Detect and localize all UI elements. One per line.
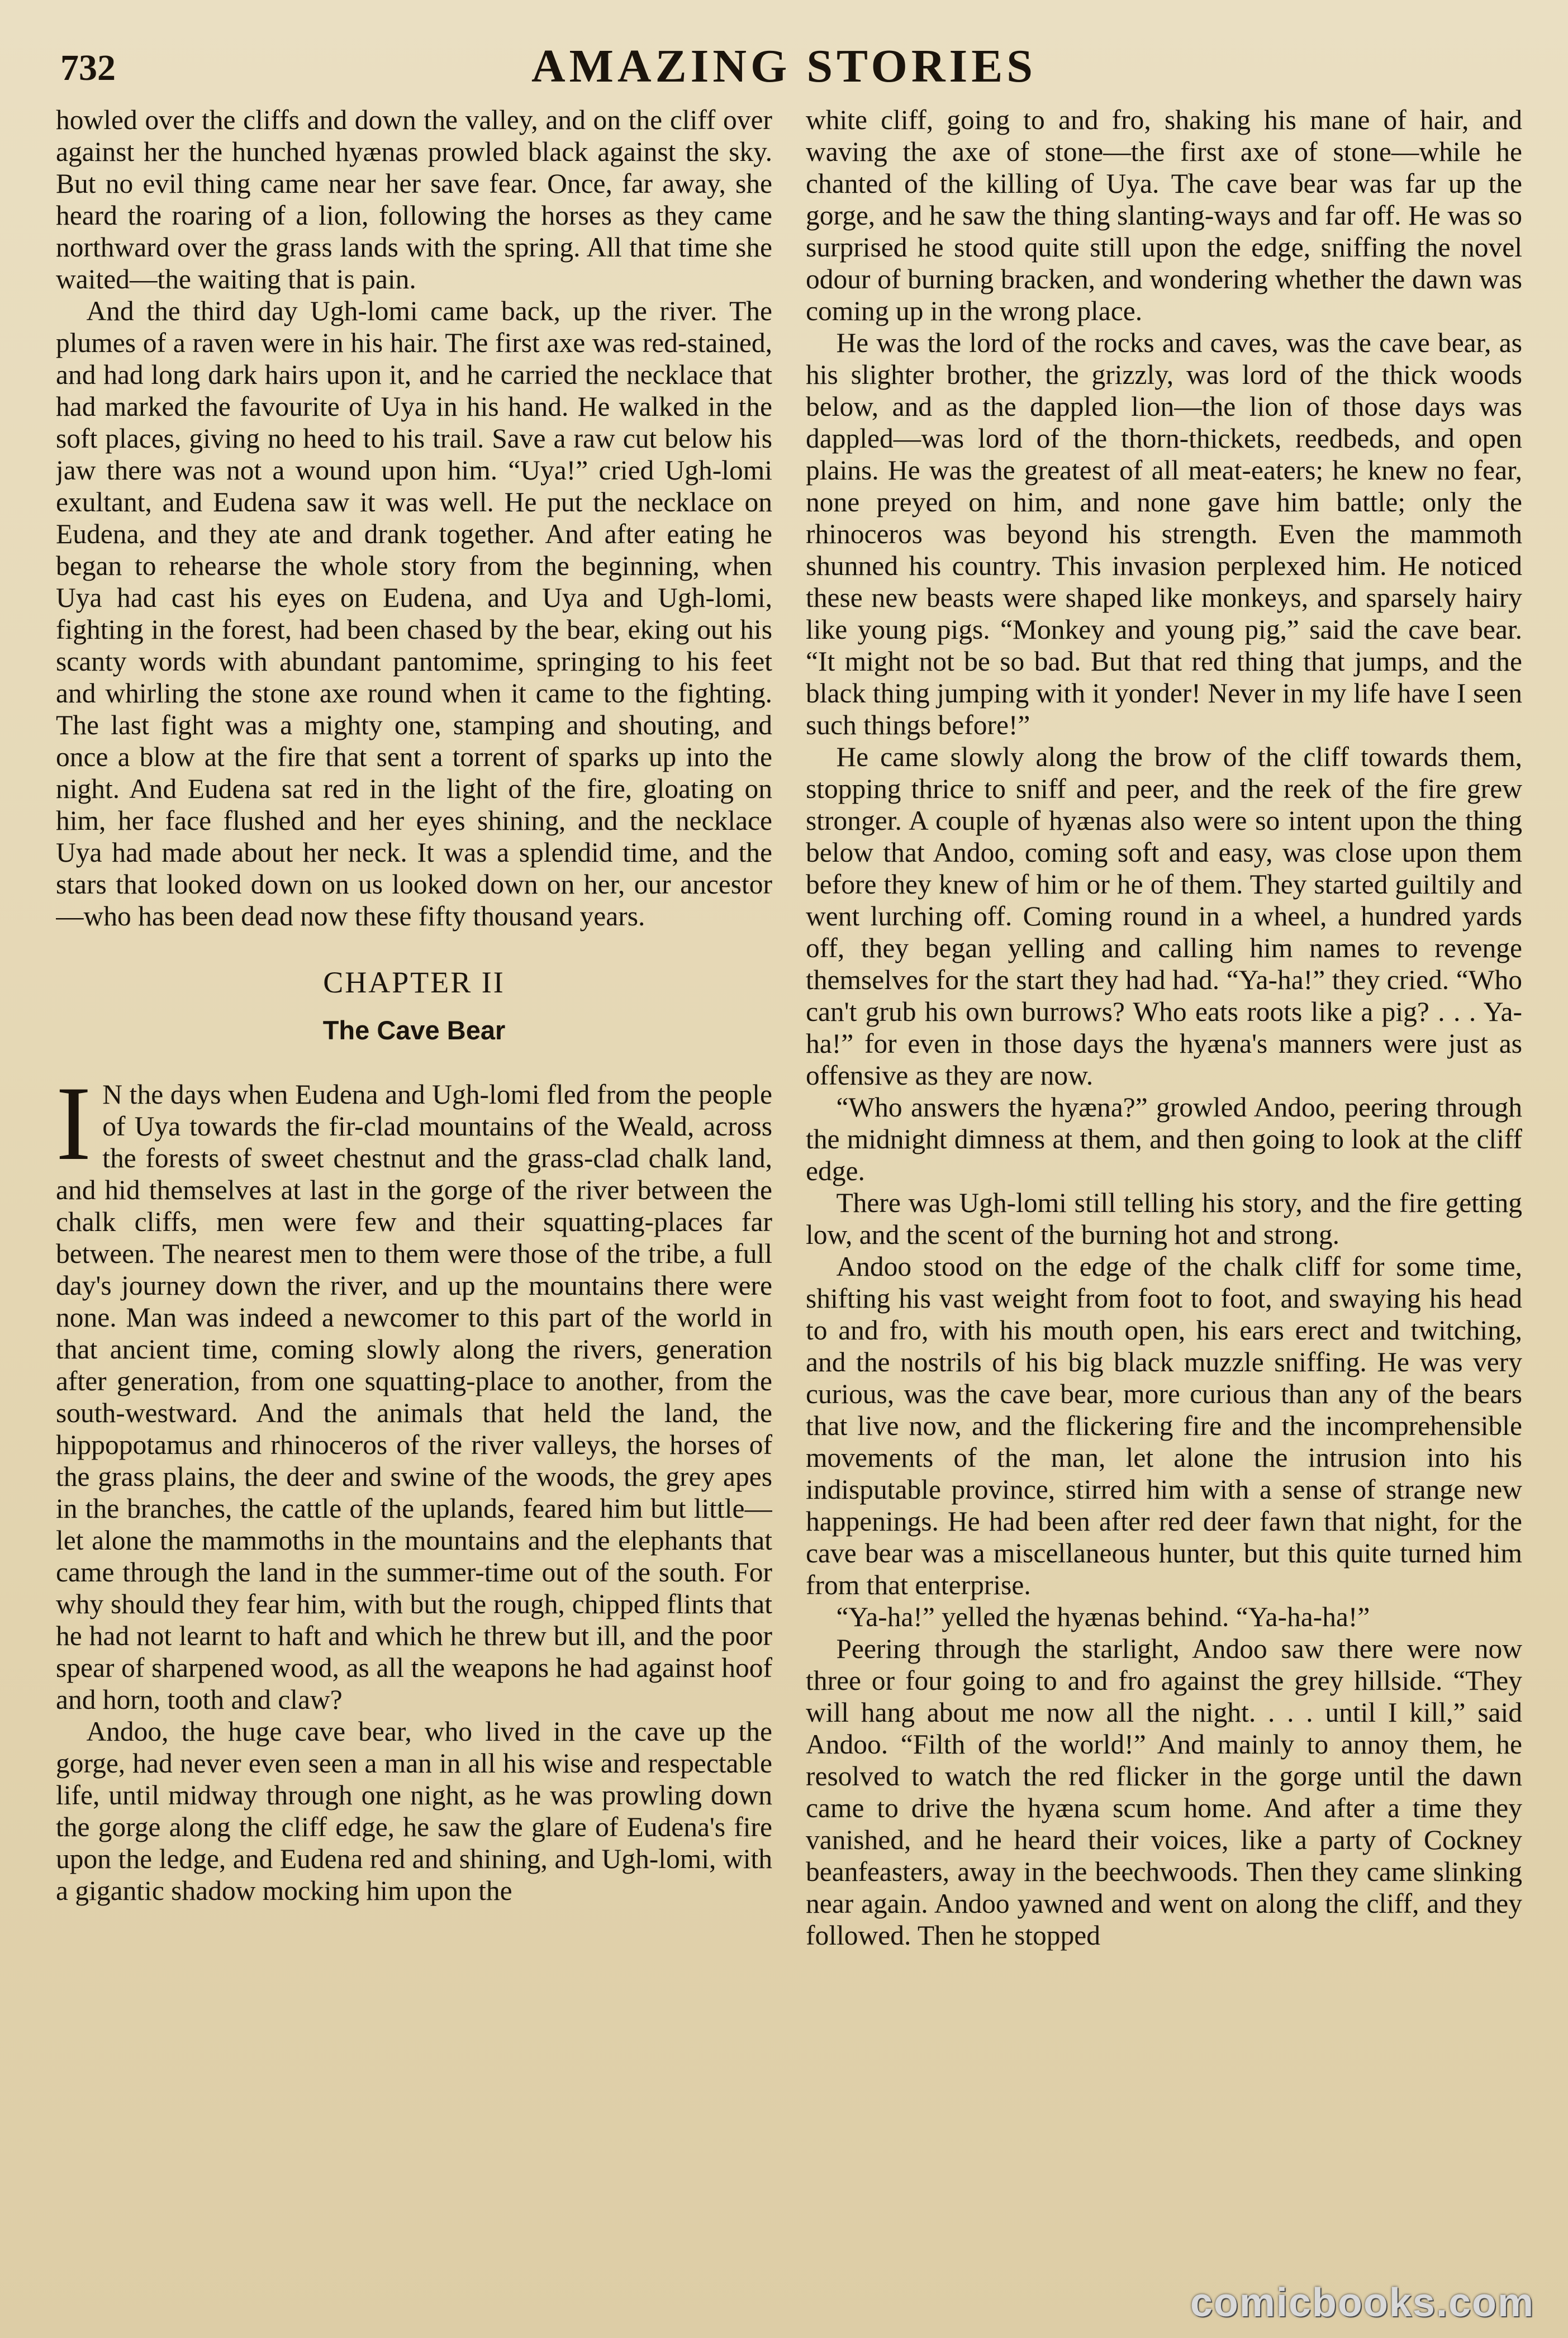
paragraph-text: N the days when Eudena and Ugh-lomi fled from the people of Uya towards the fir-clad mountains of the Weald, across the forests of sweet chestnut and the grass-clad chalk land, and hid themselves at last in the gorge of the river between the chalk cliffs, men were few and their squatting-places far between. The nearest men to them were those of the tribe, a full day's journey down the river, and up the mountains there were none. Man was indeed a newcomer to this part of the world in that ancient time, coming slowly along the rivers, generation after generation, from one squatting-place to another, from the south-westward. And the animals that held the land, the hippopotamus and rhinoceros of the river valleys, the horses of the grass plains, the deer and swine of the woods, the grey apes in the branches, the cattle of the uplands, feared him but little—let alone the mammoths in the mountains and the elephants that came through the land in the summer-time out of the south. For why should they fear him, with but the rough, chipped flints that he had not learnt to haft and which he threw but ill, and the poor spear of sharpened wood, as all the weapons he had against hoof and horn, tooth and claw? — [56, 1079, 772, 1715]
watermark: comicbooks.com — [1190, 2280, 1534, 2325]
paragraph: And the third day Ugh-lomi came back, up the river. The plumes of a raven were in his hair. The first axe was red-stained, and had long dark hairs upon it, and he carried the necklace that had marked the favourite of Uya in his hand. He walked in the soft places, giving no heed to his trail. Save a raw cut below his jaw there was not a wound upon him. “Uya!” cried Ugh-lomi exultant, and Eudena saw it was well. He put the necklace on Eudena, and they ate and drank together. And after eating he began to rehearse the whole story from the beginning, when Uya had cast his eyes on Eudena, and Uya and Ugh-lomi, fighting in the forest, had been chased by the bear, eking out his scanty words with abundant pantomime, springing to his feet and whirling the stone axe round when it came to the fighting. The last fight was a mighty one, stamping and shouting, and once a blow at the fire that sent a torrent of sparks up into the night. And Eudena sat red in the light of the fire, gloating on him, her face flushed and her eyes shining, and the necklace Uya had made about her neck. It was a splendid time, and the stars that looked down on us looked down on her, our ancestor—who has been dead now these fifty thousand years. — [56, 296, 772, 932]
chapter-opening-paragraph — [56, 1065, 772, 1716]
paragraph: Peering through the starlight, Andoo saw there were now three or four going to and fro against the grey hillside. “They will hang about me now all the night. . . . until I kill,” said Andoo. “Filth of the world!” And mainly to annoy them, he resolved to watch the red flicker in the gorge until the dawn came to drive the hyæna scum home. And after a time they vanished, and he heard their voices, like a party of Cockney beanfeasters, away in the beechwoods. Then they came slinking near again. Andoo yawned and went on along the cliff, and they followed. Then he stopped — [806, 1633, 1522, 1951]
paragraph: Andoo, the huge cave bear, who lived in the cave up the gorge, had never even seen a man in all his wise and respectable life, until midway through one night, as he was prowling down the gorge along the cliff edge, he saw the glare of Eudena's fire upon the ledge, and Eudena red and shining, and Ugh-lomi, with a gigantic shadow mocking him upon the — [56, 1716, 772, 1906]
paragraph: There was Ugh-lomi still telling his story, and the fire getting low, and the scent of the burning hot and strong. — [806, 1187, 1522, 1250]
text-columns — [56, 104, 1522, 2317]
page-header — [56, 39, 1512, 101]
page-number: 732 — [60, 47, 116, 88]
paragraph: He came slowly along the brow of the cliff towards them, stopping thrice to sniff and peer, and the reek of the fire grew stronger. A couple of hyænas also were so intent upon the thing below that Andoo, coming soft and easy, was close upon them before they knew of him or he of them. They started guiltily and went lurching off. Coming round in a wheel, a hundred yards off, they began yelling and calling him names to revenge themselves for the start they had had. “Ya-ha!” they cried. “Who can't grub his own burrows? Who eats roots like a pig? . . . Ya-ha!” for even in those days the hyæna's manners were just as offensive as they are now. — [806, 742, 1522, 1091]
chapter-title: CHAPTER II — [323, 966, 505, 999]
left-column — [56, 104, 772, 2317]
magazine-title: AMAZING STORIES — [531, 40, 1037, 92]
paragraph: He was the lord of the rocks and caves, was the cave bear, as his slighter brother, the grizzly, was lord of the thick woods below, and as the dappled lion—the lion of those days was dappled—was lord of the thorn-thickets, reedbeds, and open plains. He was the greatest of all meat-eaters; he knew no fear, none preyed on him, and none gave him battle; only the rhinoceros was beyond his strength. Even the mammoth shunned his country. This invasion perplexed him. He noticed these new beasts were shaped like monkeys, and sparsely hairy like young pigs. “Monkey and young pig,” said the cave bear. “It might not be so bad. But that red thing that jumps, and the black thing jumping with it yonder! Never in my life have I seen such things before!” — [806, 327, 1522, 740]
paragraph: “Who answers the hyæna?” growled Andoo, peering through the midnight dimness at them, and then going to look at the cliff edge. — [806, 1092, 1522, 1186]
paragraph: Andoo stood on the edge of the chalk cliff for some time, shifting his vast weight from foot to foot, and swaying his head to and fro, with his mouth open, his ears erect and twitching, and the nostrils of his big black muzzle sniffing. He was very curious, was the cave bear, more curious than any of the bears that live now, and the flickering fire and the incomprehensible movements of the man, let alone the intrusion into his indisputable province, stirred him with a sense of strange new happenings. He had been after red deer fawn that night, for the cave bear was a miscellaneous hunter, but this quite turned him from that enterprise. — [806, 1251, 1522, 1600]
right-column — [806, 104, 1522, 2317]
paragraph: “Ya-ha!” yelled the hyænas behind. “Ya-ha-ha!” — [836, 1602, 1370, 1632]
paragraph: howled over the cliffs and down the valley, and on the cliff over against her the hunched hyænas prowled black against the sky. But no evil thing came near her save fear. Once, far away, she heard the roaring of a lion, following the horses as they came northward over the grass lands with the spring. All that time she waited—the waiting that is pain. — [56, 104, 772, 294]
paragraph: white cliff, going to and fro, shaking his mane of hair, and waving the axe of stone—the first axe of stone—while he chanted of the killing of Uya. The cave bear was far up the gorge, and he saw the thing slanting-ways and far off. He was so surprised he stood quite still upon the edge, sniffing the novel odour of burning bracken, and wondering whether the dawn was coming up in the wrong place. — [806, 104, 1522, 326]
chapter-subtitle: The Cave Bear — [322, 1015, 506, 1045]
drop-cap: I — [56, 1065, 92, 1182]
